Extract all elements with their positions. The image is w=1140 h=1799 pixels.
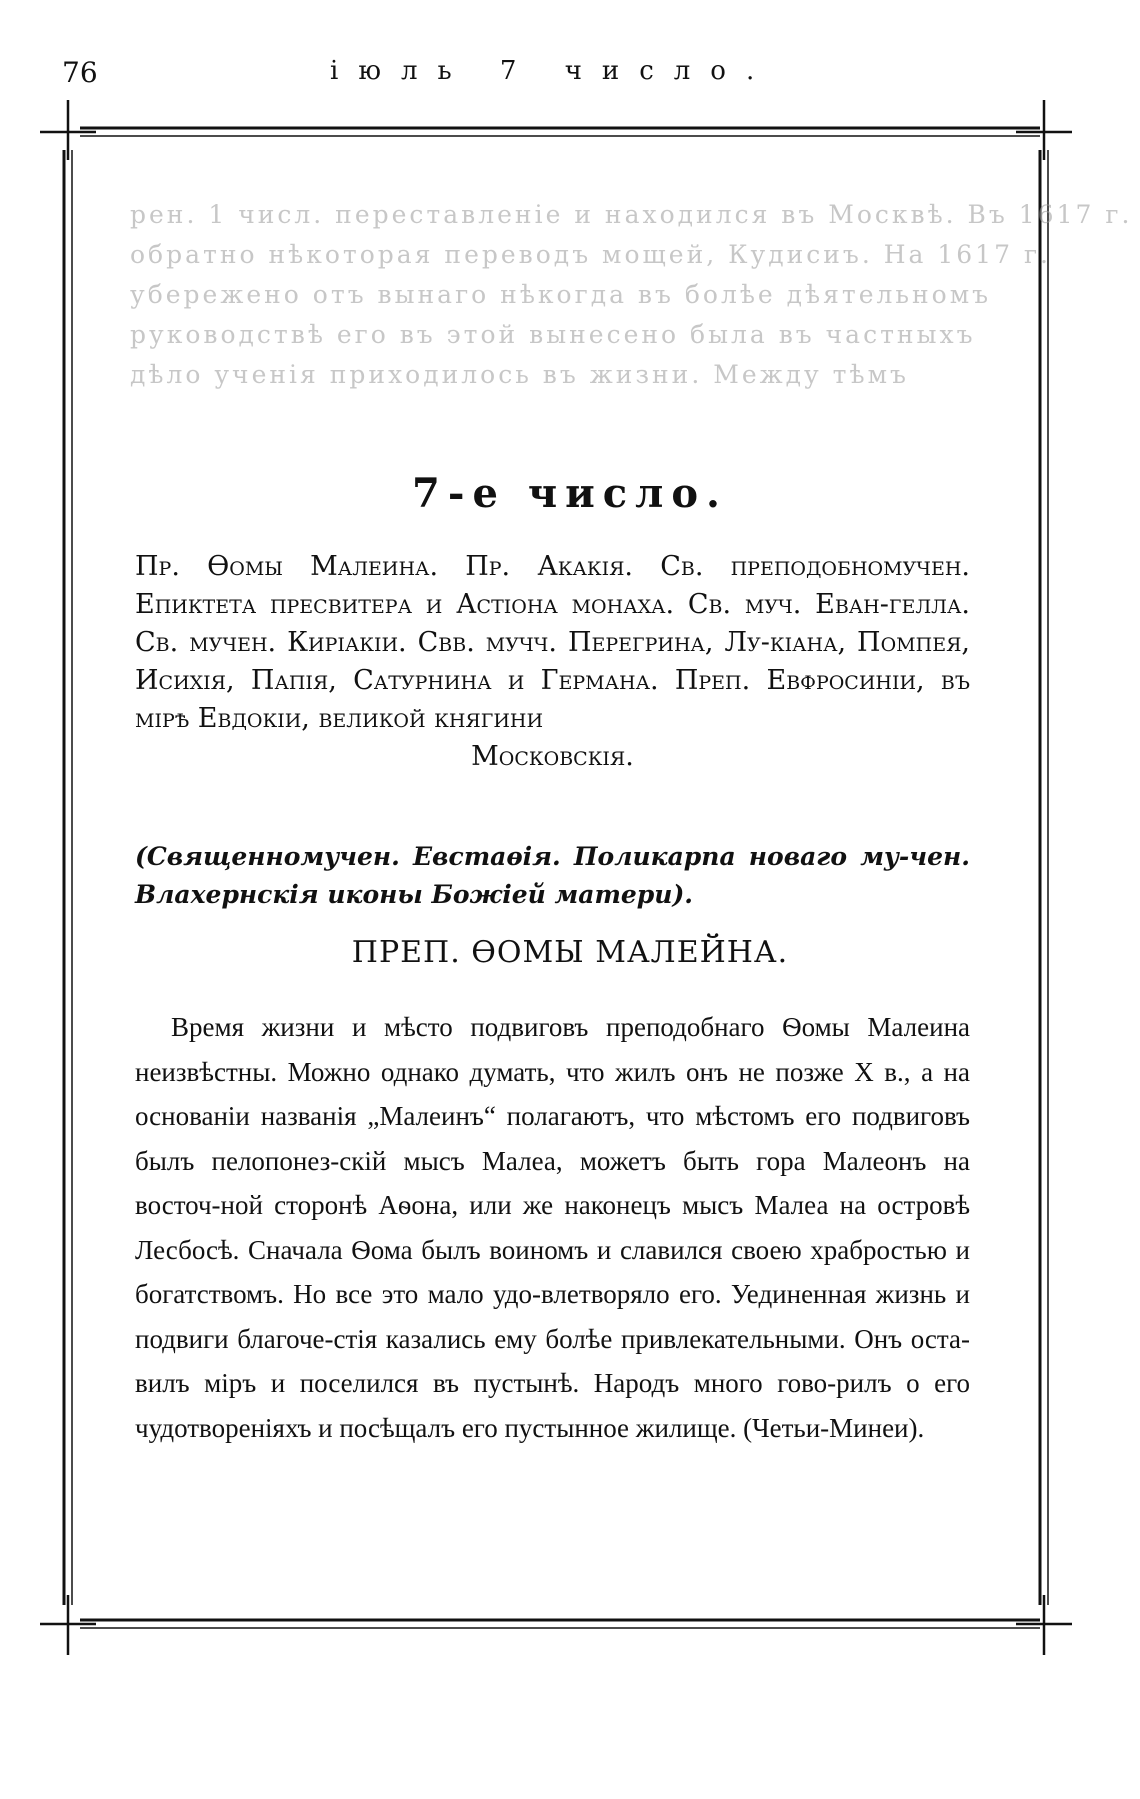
additional-commemorations: (Священномучен. Евстаѳія. Поликарпа новаго му-чен. Влахернскія иконы Божіей матери). — [135, 842, 970, 909]
day-title: 7-е число. — [412, 470, 728, 517]
bleed-through-line: рен. 1 числ. переставленіе и находился въ Москвѣ. Въ 1617 г. — [130, 200, 1133, 229]
bleed-through-line: обратно нѣкоторая переводъ мощей, Кудисиъ. На 1617 г. — [130, 240, 1051, 269]
bleed-through-line: убережено отъ вынаго нѣкогда въ болѣе дѣятельномъ — [130, 280, 992, 309]
saints-list — [135, 548, 970, 776]
saints-paragraph: Пр. Ѳомы Малеина. Пр. Акакія. Св. преподобномучен. Епиктета пресвитера и Астіона монаха. Св. муч. Еван-гелла. Св. мучен. Киріакіи. Свв. мучч. Перегрина, Лу-кіана, Помпея, Исихія, Папія, Сатурнина и Германа. Преп. Евфросиніи, въ мірѣ Евдокіи, великой княгини — [135, 551, 970, 734]
bleed-through-line: руководствѣ его въ этой вынесено была въ частныхъ — [130, 320, 976, 349]
page-number: 76 — [62, 56, 98, 89]
bleed-through-line: дѣло ученія приходилось въ жизни. Между тѣмъ — [130, 360, 909, 389]
saints-last-line: Московскія. — [471, 741, 634, 772]
running-title: іюль 7 число. — [330, 56, 775, 86]
body-paragraph: Время жизни и мѣсто подвиговъ преподобнаго Ѳомы Малеина неизвѣстны. Можно однако думать, что жилъ онъ не позже Х в., а на основаніи названія „Малеинъ“ полагаютъ, что мѣстомъ его подвиговъ былъ пелопонез-скій мысъ Малеа, можетъ быть гора Малеонъ на восточ-ной сторонѣ Аѳона, или же наконецъ мысъ Малеа на островѣ Лесбосѣ. Сначала Ѳома былъ воиномъ и славился своею храбростью и богатствомъ. Но все это мало удо-влетворяло его. Уединенная жизнь и подвиги благоче-стія казались ему болѣе привлекательными. Онъ оста-вилъ міръ и поселился въ пустынѣ. Народъ много гово-рилъ о его чудотвореніяхъ и посѣщалъ его пустынное жилище. (Четьи-Минеи). — [135, 1012, 970, 1443]
section-heading: ПРЕП. ѲОМЫ МАЛЕЙНА. — [351, 935, 789, 970]
